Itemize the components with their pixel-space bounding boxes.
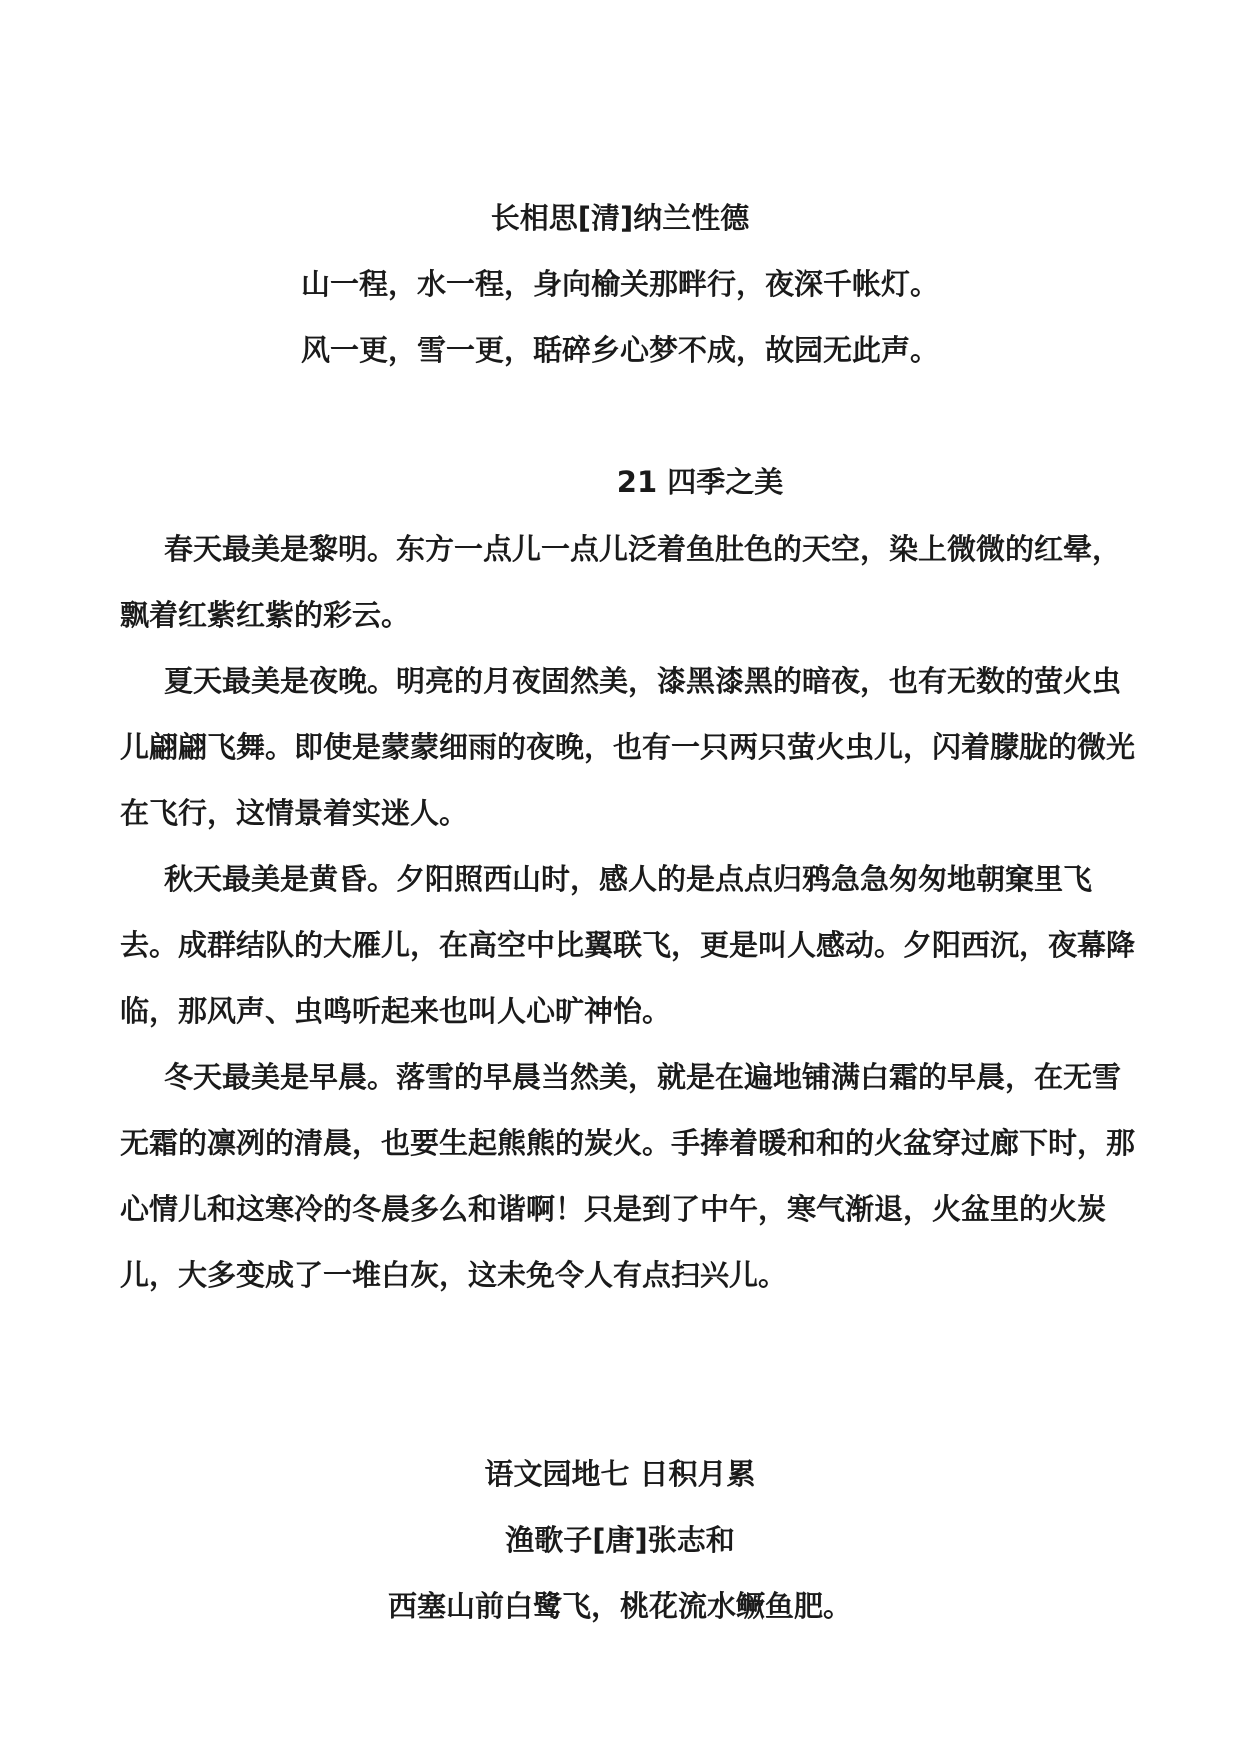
garden7-poem-title: 渔歌子[唐]张志和 bbox=[505, 1523, 735, 1557]
garden7-poem-line: 西塞山前白鹭飞，桃花流水鳜鱼肥。 bbox=[387, 1589, 852, 1623]
lesson21-title: 21 四季之美 bbox=[616, 465, 784, 499]
poem1-title: 长相思[清]纳兰性德 bbox=[490, 201, 750, 235]
poem1-line-1: 山一程，水一程，身向榆关那畔行，夜深千帐灯。 bbox=[300, 267, 939, 301]
lesson21-paragraph-autumn: 秋天最美是黄昏。夕阳照西山时，感人的是点点归鸦急急匆匆地朝窠里飞去。成群结队的大雁儿，在高空中比翼联飞，更是叫人感动。夕阳西沉，夜幕降临，那风声、虫鸣听起来也叫人心旷神怡。 bbox=[120, 862, 1136, 1028]
lesson21-paragraph-winter: 冬天最美是早晨。落雪的早晨当然美，就是在遍地铺满白霜的早晨，在无雪无霜的凛冽的清晨，也要生起熊熊的炭火。手捧着暖和和的火盆穿过廊下时，那心情儿和这寒冷的冬晨多么和谐啊！只是到了中午，寒气渐退，火盆里的火炭儿，大多变成了一堆白灰，这未免令人有点扫兴儿。 bbox=[120, 1060, 1136, 1292]
lesson21-paragraph-spring: 春天最美是黎明。东方一点儿一点儿泛着鱼肚色的天空，染上微微的红晕，飘着红紫红紫的彩云。 bbox=[120, 532, 1122, 632]
poem1-line-2: 风一更，雪一更，聒碎乡心梦不成，故园无此声。 bbox=[300, 333, 939, 367]
garden7-title: 语文园地七 日积月累 bbox=[484, 1457, 756, 1491]
lesson21-paragraph-summer: 夏天最美是夜晚。明亮的月夜固然美，漆黑漆黑的暗夜，也有无数的萤火虫儿翩翩飞舞。即使是蒙蒙细雨的夜晚，也有一只两只萤火虫儿，闪着朦胧的微光在飞行，这情景着实迷人。 bbox=[120, 664, 1136, 830]
